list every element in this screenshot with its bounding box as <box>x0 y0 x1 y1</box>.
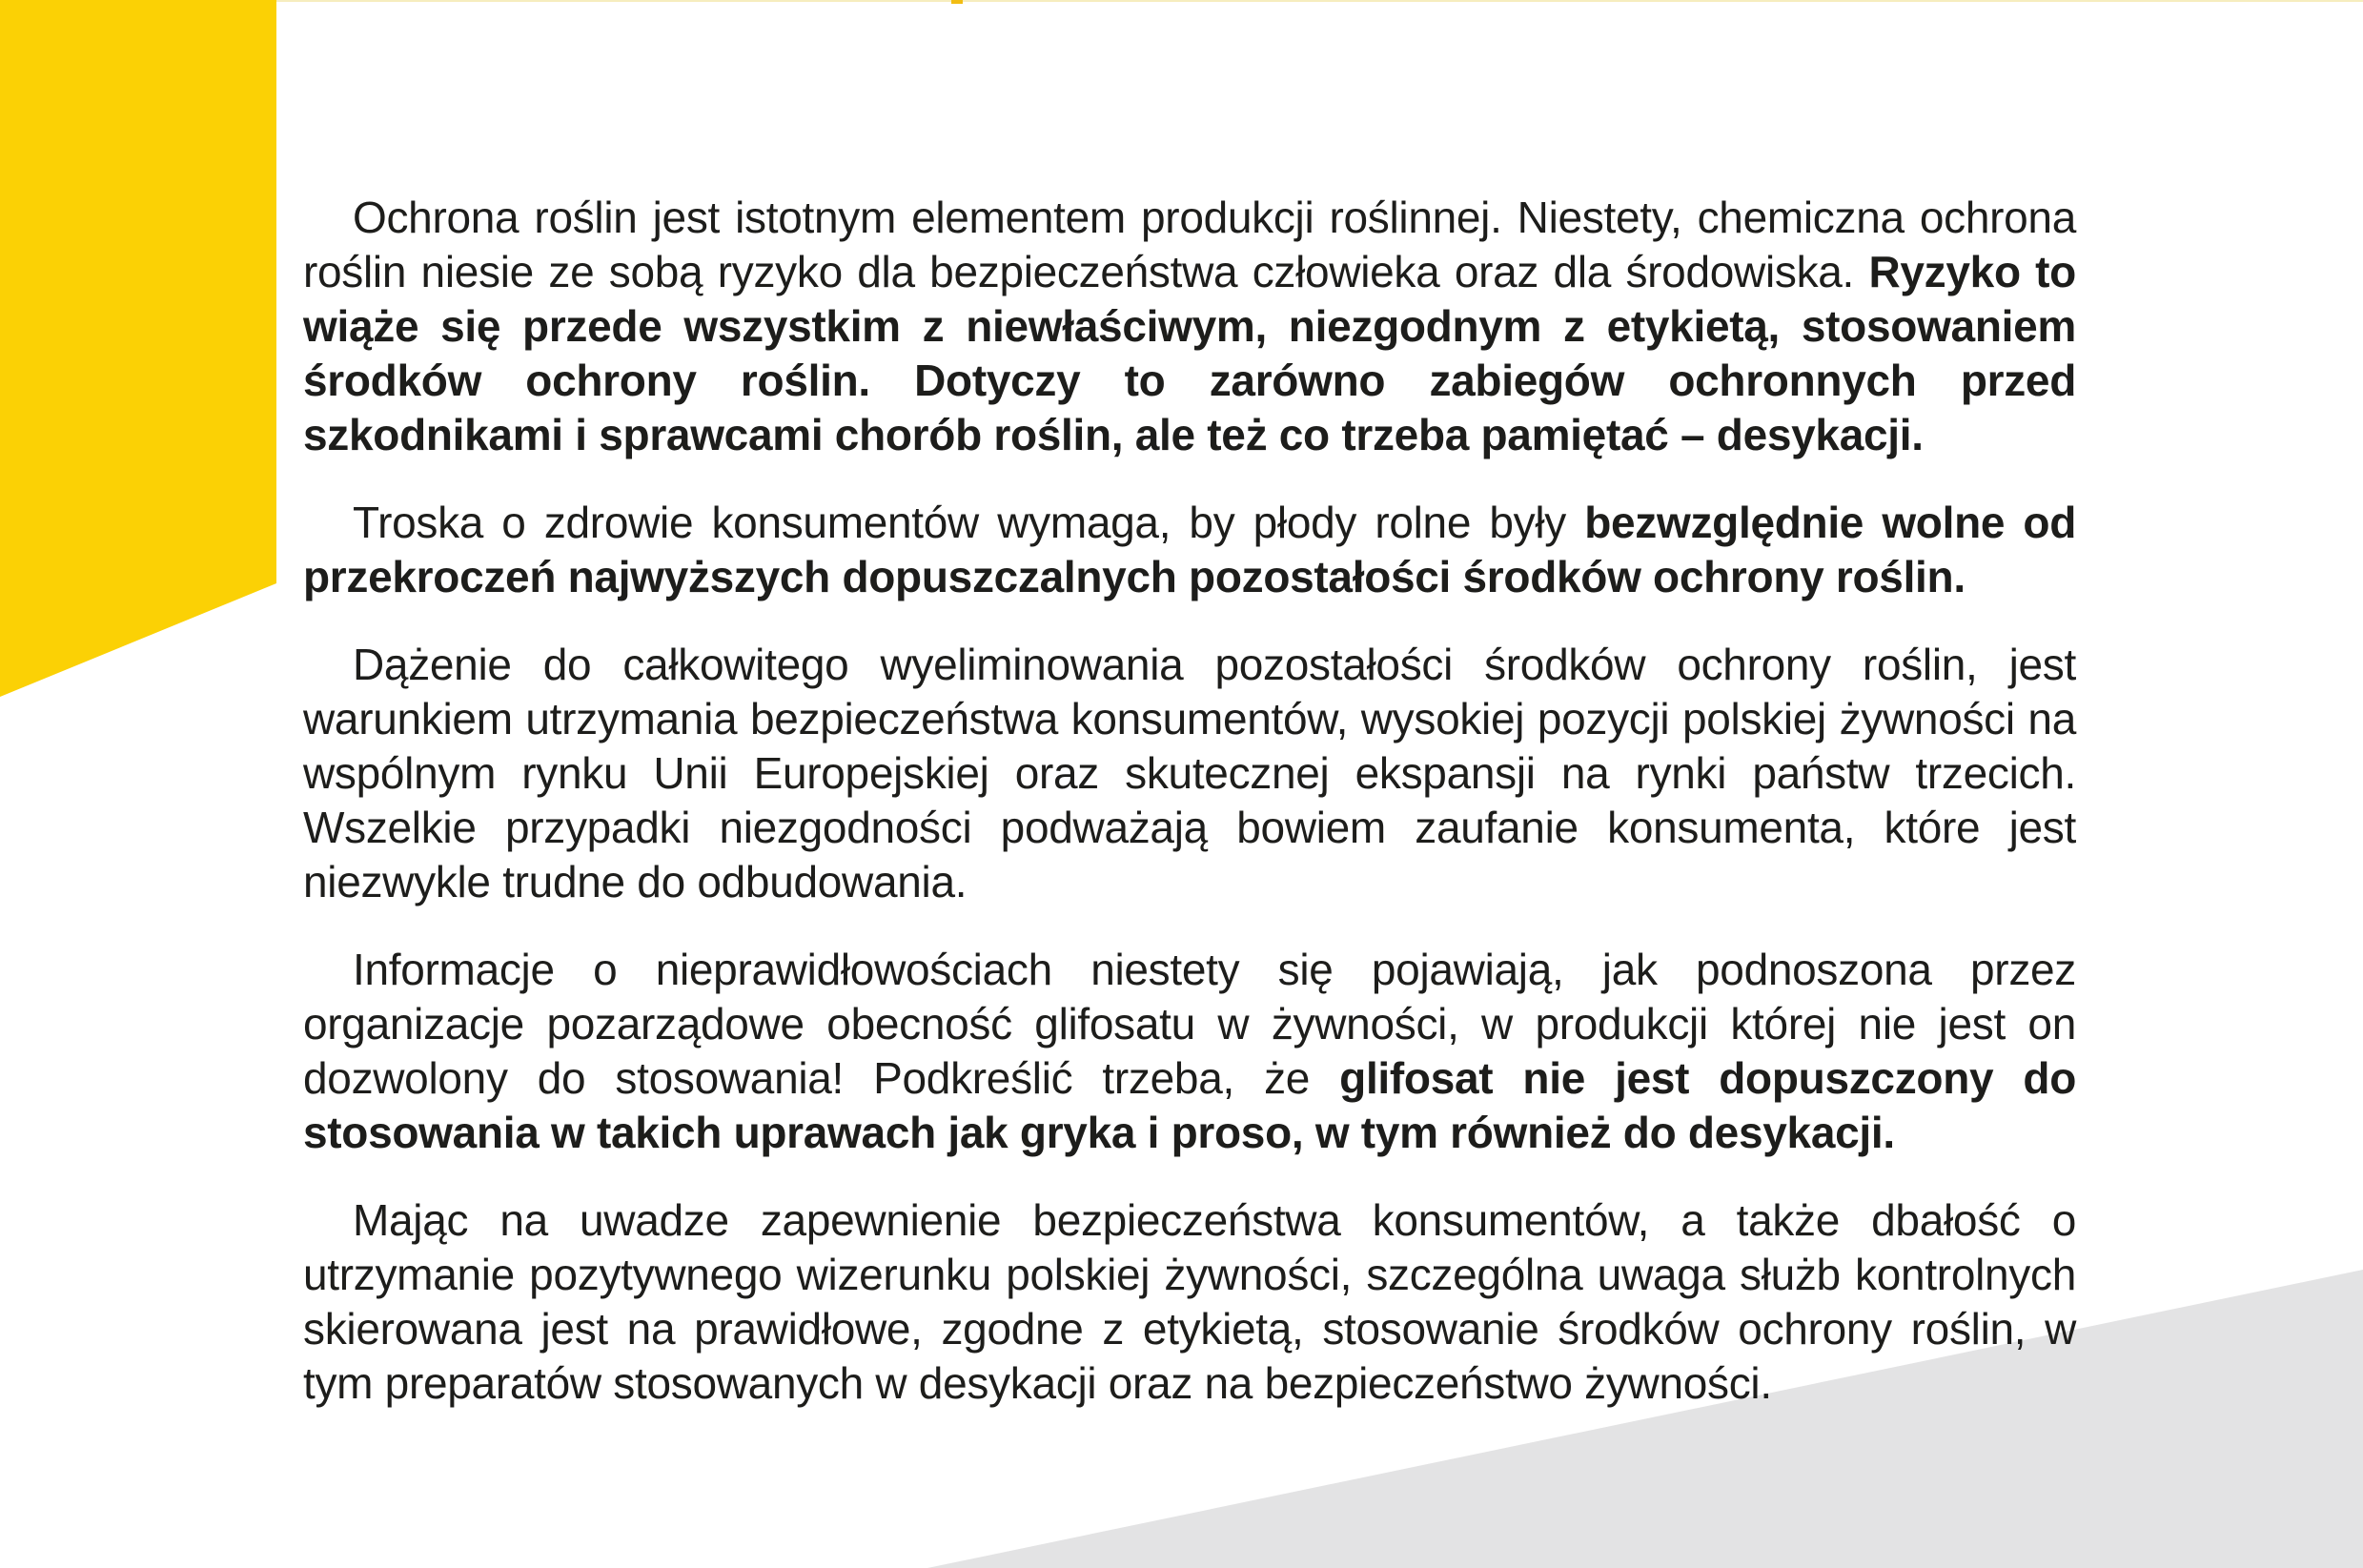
top-edge-tick <box>951 0 963 4</box>
paragraph-troska-o-zdrowie <box>303 496 2076 604</box>
paragraph-ochrona-roslin <box>303 191 2076 462</box>
body-text-column <box>303 191 2076 1411</box>
paragraph-majac-na-uwadze <box>303 1193 2076 1411</box>
paragraph-4-bold-run: glifosat nie jest dopuszczony do stosowania w takich uprawach jak gryka i proso, w tym również do desykacji. <box>303 1053 2076 1157</box>
paragraph-3-normal-run: Dążenie do całkowitego wyeliminowania pozostałości środków ochrony roślin, jest warunkiem utrzymania bezpieczeństwa konsumentów, wysokiej pozycji polskiej żywności na wspólnym rynku Unii Europejskiej oraz skutecznej ekspansji na rynki państw trzecich. Wszelkie przypadki niezgodności podważają bowiem zaufanie konsumenta, które jest niezwykle trudne do odbudowania. <box>303 640 2076 906</box>
paragraph-1-bold-run: Ryzyko to wiąże się przede wszystkim z niewłaściwym, niezgodnym z etykietą, stosowaniem środków ochrony roślin. Dotyczy to zarówno zabiegów ochronnych przed szkodnikami i sprawcami chorób roślin, ale też co trzeba pamiętać – desykacji. <box>303 247 2076 459</box>
paragraph-2-normal-run: Troska o zdrowie konsumentów wymaga, by płody rolne były <box>353 498 1585 547</box>
paragraph-5-normal-run: Mając na uwadze zapewnienie bezpieczeństwa konsumentów, a także dbałość o utrzymanie pozytywnego wizerunku polskiej żywności, szczególna uwaga służb kontrolnych skierowana jest na prawidłowe, zgodne z etykietą, stosowanie środków ochrony roślin, w tym preparatów stosowanych w desykacji oraz na bezpieczeństwo żywności. <box>303 1195 2076 1408</box>
top-edge-line <box>276 0 2363 2</box>
paragraph-dazenie <box>303 638 2076 909</box>
paragraph-1-normal-run: Ochrona roślin jest istotnym elementem produkcji roślinnej. Niestety, chemiczna ochrona roślin niesie ze sobą ryzyko dla bezpieczeństwa człowieka oraz dla środowiska. <box>303 193 2076 296</box>
paragraph-2-bold-run: bezwzględnie wolne od przekroczeń najwyższych dopuszczalnych pozostałości środków ochrony roślin. <box>303 498 2076 601</box>
paragraph-informacje <box>303 943 2076 1160</box>
yellow-corner-shape <box>0 0 276 697</box>
paragraph-4-normal-run: Informacje o nieprawidłowościach niestety się pojawiają, jak podnoszona przez organizacje pozarządowe obecność glifosatu w żywności, w produkcji której nie jest on dozwolony do stosowania! Podkreślić trzeba, że <box>303 945 2076 1103</box>
